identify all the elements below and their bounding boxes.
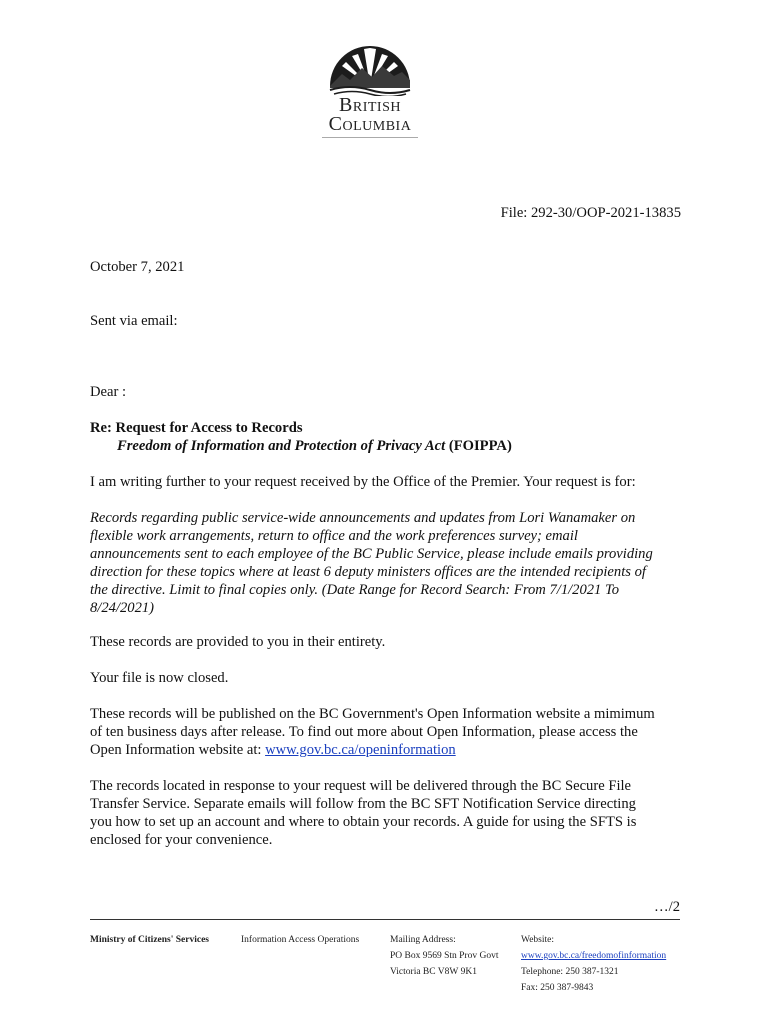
- footer-ministry: Ministry of Citizens' Services: [90, 935, 209, 945]
- salutation: Dear :: [90, 384, 127, 400]
- logo-text-line2: Columbia: [328, 113, 412, 135]
- request-line: direction for these topics where at least 6 deputy ministers offices are the intended recipients of: [90, 564, 646, 580]
- page-continuation-marker: …/2: [654, 899, 680, 915]
- provided-paragraph: [90, 633, 690, 651]
- act-reference: [117, 437, 512, 455]
- footer-fax: Fax: 250 387-9843: [521, 983, 594, 993]
- sent-via-line: Sent via email:: [90, 313, 178, 329]
- subject-line: Re: Request for Access to Records: [90, 420, 303, 436]
- intro-text: I am writing further to your request received by the Office of the Premier. Your request is for:: [90, 474, 636, 490]
- sun-mountains-emblem-icon: [328, 44, 412, 96]
- delivery-line: you how to set up an account and where to obtain your records. A guide for using the SFTS is: [90, 814, 637, 830]
- request-description: [90, 509, 690, 617]
- footer-telephone: Telephone: 250 387-1321: [521, 967, 619, 977]
- act-name: Freedom of Information and Protection of Privacy Act: [117, 438, 446, 454]
- request-line: the directive. Limit to final copies only. (Date Range for Record Search: From 7/1/2021 To: [90, 582, 620, 598]
- publication-line-prefix: Open Information website at:: [90, 742, 266, 758]
- publication-line: These records will be published on the BC Government's Open Information website a mimimum: [90, 706, 655, 722]
- footer-mailing-line1: PO Box 9569 Stn Prov Govt: [390, 951, 499, 961]
- delivery-line: Transfer Service. Separate emails will follow from the BC SFT Notification Service directing: [90, 796, 636, 812]
- logo-divider: [322, 137, 418, 138]
- footer-mailing-label: Mailing Address:: [390, 935, 456, 945]
- provided-text: These records are provided to you in their entirety.: [90, 634, 386, 650]
- request-line: flexible work arrangements, return to office and the work preferences survey; email: [90, 528, 578, 544]
- request-line: 8/24/2021): [90, 600, 155, 616]
- intro-paragraph: [90, 473, 690, 491]
- delivery-paragraph: [90, 777, 690, 849]
- publication-line: of ten business days after release. To find out more about Open Information, please access the: [90, 724, 638, 740]
- request-line: announcements sent to each employee of the BC Public Service, please include emails providing: [90, 546, 653, 562]
- closed-paragraph: [90, 669, 690, 687]
- publication-line: [90, 741, 690, 759]
- footer-mailing-line2: Victoria BC V8W 9K1: [390, 967, 477, 977]
- footer-branch: Information Access Operations: [241, 935, 360, 945]
- footer-divider: [90, 919, 680, 920]
- file-reference: File: 292-30/OOP-2021-13835: [500, 205, 681, 221]
- footer-website-label: Website:: [521, 935, 555, 945]
- delivery-line: The records located in response to your request will be delivered through the BC Secure File: [90, 778, 632, 794]
- footer-website-link[interactable]: www.gov.bc.ca/freedomofinformation: [521, 951, 667, 961]
- letter-date: October 7, 2021: [90, 259, 185, 275]
- delivery-line: enclosed for your convenience.: [90, 832, 273, 848]
- bc-government-logo: [310, 44, 430, 148]
- request-line: Records regarding public service-wide announcements and updates from Lori Wanamaker on: [90, 510, 636, 526]
- footer-website-row: [521, 948, 666, 964]
- act-abbreviation: (FOIPPA): [445, 438, 512, 454]
- open-information-link[interactable]: www.gov.bc.ca/openinformation: [265, 742, 456, 758]
- closed-text: Your file is now closed.: [90, 670, 229, 686]
- logo-text-line1: British: [339, 94, 401, 116]
- publication-paragraph: [90, 705, 690, 759]
